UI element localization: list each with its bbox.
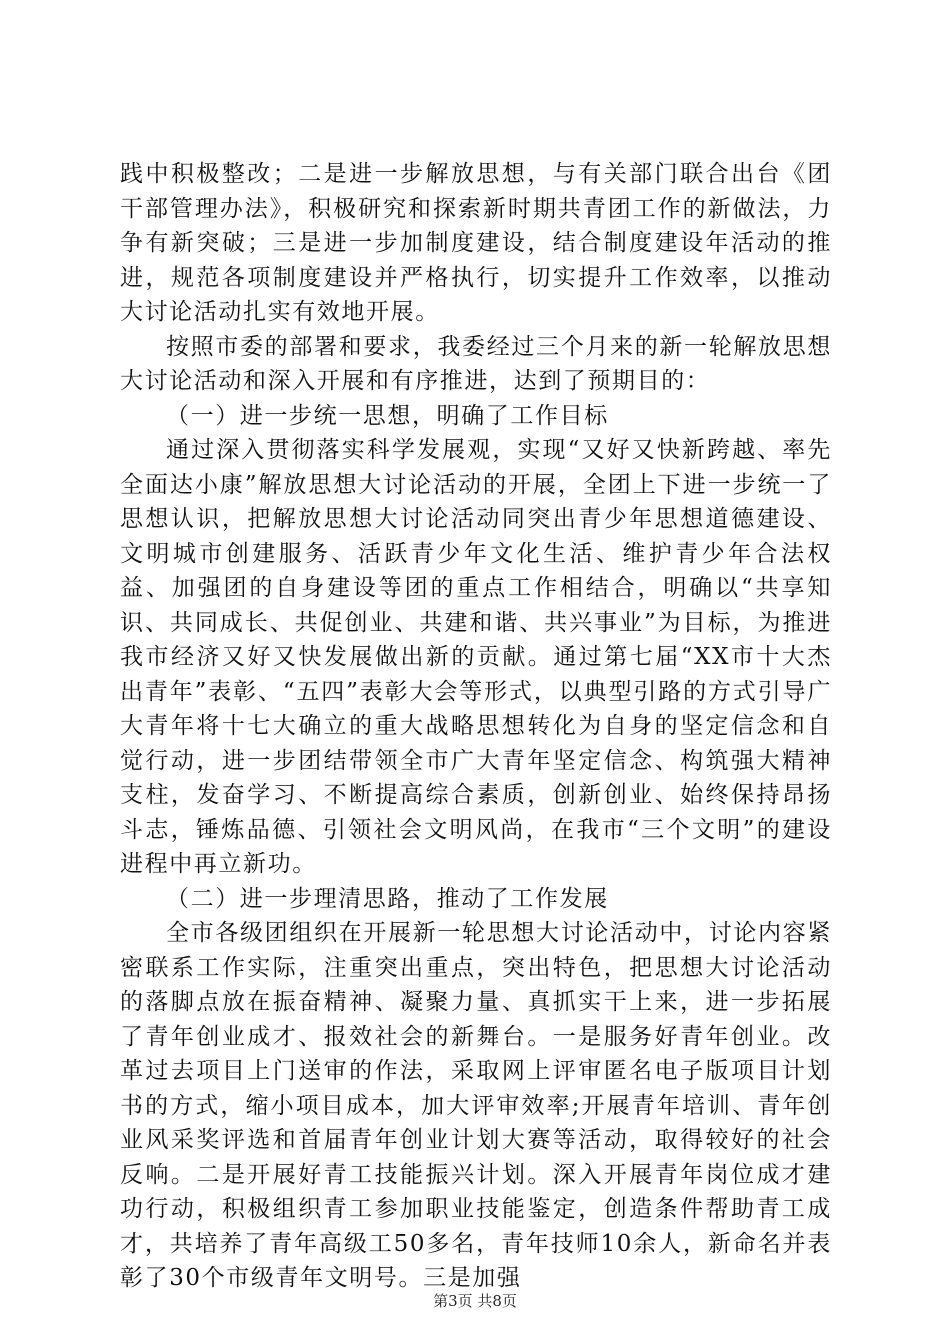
page-footer: 第3页 共8页: [433, 1292, 517, 1310]
paragraph-section-2: 全市各级团组织在开展新一轮思想大讨论活动中，讨论内容紧密联系工作实际，注重突出重点，突出特色，把思想大讨论活动的落脚点放在振奋精神、凝聚力量、真抓实干上来，进一步拓展了青年创业成才、报效社会的新舞台。一是服务好青年创业。改革过去项目上门送审的作法，采取网上评审匿名电子版项目计划书的方式，缩小项目成本，加大评审效率;开展青年培训、青年创业风采奖评选和首届青年创业计划大赛等活动，取得较好的社会反响。二是开展好青工技能振兴计划。深入开展青年岗位成才建功行动，积极组织青工参加职业技能鉴定，创造条件帮助青工成才，共培养了青年高级工50多名，青年技师10余人，新命名并表彰了30个市级青年文明号。三是加强: [120, 920, 832, 1291]
paragraph-section-1: 通过深入贯彻落实科学发展观，实现“又好又快新跨越、率先全面达小康”解放思想大讨论活动的开展，全团上下进一步统一了思想认识，把解放思想大讨论活动同突出青少年思想道德建设、文明城市创建服务、活跃青少年文化生活、维护青少年合法权益、加强团的自身建设等团的重点工作相结合，明确以“共享知识、共同成长、共促创业、共建和谐、共兴事业”为目标，为推进我市经济又好又快发展做出新的贡献。通过第七届“XX市十大杰出青年”表彰、“五四”表彰大会等形式，以典型引路的方式引导广大青年将十七大确立的重大战略思想转化为自身的坚定信念和自觉行动，进一步团结带领全市广大青年坚定信念、构筑强大精神支柱，发奋学习、不断提高综合素质，创新创业、始终保持昂扬斗志，锤炼品德、引领社会文明风尚，在我市“三个文明”的建设进程中再立新功。: [120, 437, 832, 877]
document-body: [120, 157, 832, 1296]
paragraph-intro: 按照市委的部署和要求，我委经过三个月来的新一轮解放思想大讨论活动和深入开展和有序推进，达到了预期目的：: [120, 333, 832, 394]
section-heading-2: （二）进一步理清思路，推动了工作发展: [166, 885, 609, 912]
section-heading-1: （一）进一步统一思想，明确了工作目标: [166, 402, 609, 429]
paragraph-continuation: 践中积极整改；二是进一步解放思想，与有关部门联合出台《团干部管理办法》，积极研究和探索新时期共青团工作的新做法，力争有新突破；三是进一步加制度建设，结合制度建设年活动的推进，规范各项制度建设并严格执行，切实提升工作效率，以推动大讨论活动扎实有效地开展。: [120, 161, 832, 325]
